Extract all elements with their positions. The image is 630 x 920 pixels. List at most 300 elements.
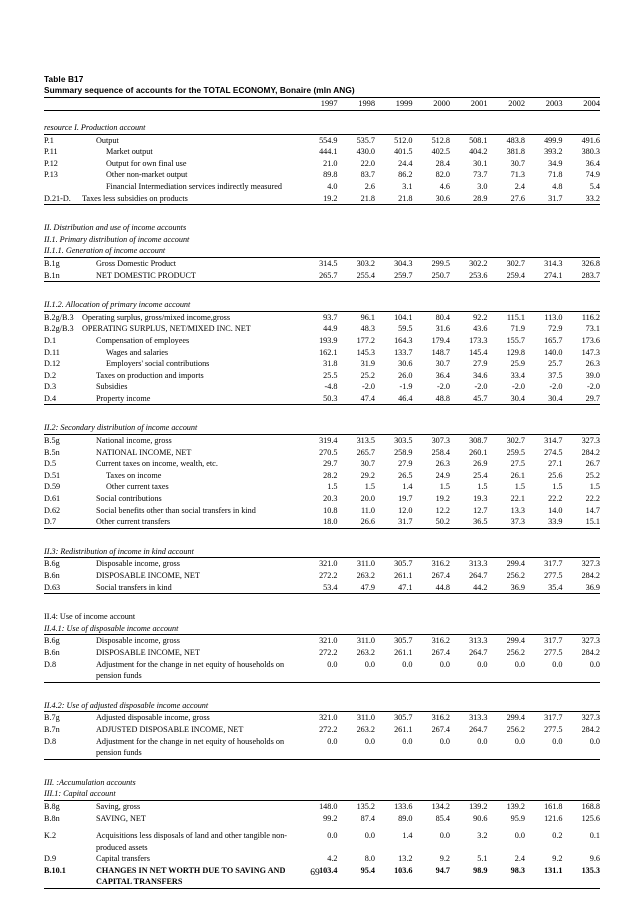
- row-value: 303.5: [394, 436, 413, 446]
- section-heading: II.4.1: Use of disposable income account: [44, 623, 179, 633]
- row-value: 265.7: [319, 270, 338, 280]
- row-code: D.5: [44, 459, 57, 469]
- row-code: B.6g: [44, 559, 60, 569]
- row-value: 155.7: [506, 335, 525, 345]
- row-value: 179.4: [431, 335, 450, 345]
- row-label-line: Social contributions: [96, 494, 162, 504]
- row-value: 0.0: [364, 659, 375, 669]
- row-value: 135.3: [581, 865, 600, 875]
- row-code: B.1g: [44, 258, 60, 268]
- row-value: 299.5: [431, 258, 450, 268]
- row-value: 554.9: [319, 135, 338, 145]
- row-value: 284.2: [581, 571, 600, 580]
- row-value: 256.2: [506, 647, 525, 657]
- row-value: 36.5: [473, 517, 488, 527]
- section-heading-row: [44, 546, 600, 558]
- table-row: [44, 582, 600, 594]
- row-value: 256.2: [506, 724, 525, 734]
- row-value: 25.5: [323, 370, 338, 380]
- row-value: 4.6: [439, 181, 450, 191]
- section-heading: II. Distribution and use of income accounts: [44, 223, 187, 233]
- row-value: 85.4: [435, 813, 450, 823]
- row-value: 277.5: [544, 647, 563, 657]
- table-row: [44, 347, 600, 359]
- row-label: [82, 347, 300, 359]
- row-label: [82, 830, 300, 853]
- row-value: 307.3: [431, 436, 450, 446]
- row-value: 131.1: [544, 865, 563, 875]
- row-value: 430.0: [356, 147, 375, 157]
- row-value: 164.3: [394, 335, 413, 345]
- row-label: [82, 505, 300, 517]
- row-value: 283.7: [581, 270, 600, 280]
- row-value: 253.6: [469, 270, 488, 280]
- row-value: 35.4: [548, 582, 563, 592]
- row-value: 0.0: [477, 736, 488, 746]
- row-value: 12.7: [473, 505, 488, 515]
- row-value: 508.1: [469, 135, 488, 145]
- row-value: 316.2: [431, 559, 450, 569]
- row-value: 0.0: [552, 736, 563, 746]
- row-label-line: produced assets: [96, 842, 148, 852]
- row-value: 104.1: [394, 312, 413, 322]
- row-value: 46.4: [398, 393, 413, 403]
- row-value: 0.0: [589, 736, 600, 746]
- row-value: 26.3: [435, 459, 450, 469]
- row-code: [44, 181, 82, 193]
- section-heading-row: [44, 122, 600, 134]
- row-label: [82, 193, 300, 205]
- table-row: [44, 558, 600, 570]
- row-code: B.7g: [44, 713, 60, 723]
- row-value: 4.8: [552, 181, 563, 191]
- row-code: P.1: [44, 135, 54, 145]
- header-blank-cell: [44, 98, 300, 111]
- row-code: D.63: [44, 582, 61, 592]
- row-code: B.5n: [44, 447, 60, 457]
- row-code: B.8g: [44, 801, 60, 811]
- row-value: 261.1: [394, 647, 413, 657]
- row-value: 258.9: [394, 447, 413, 457]
- row-value: 29.2: [360, 470, 375, 480]
- row-label-line: pension funds: [96, 671, 142, 681]
- row-value: 135.2: [356, 801, 375, 811]
- section-gap: [44, 111, 600, 122]
- section-heading-row: [44, 234, 600, 246]
- row-value: 327.3: [581, 436, 600, 446]
- row-value: -2.0: [474, 382, 488, 392]
- row-value: 2.4: [514, 854, 525, 864]
- row-code: B.10.1: [44, 865, 66, 875]
- row-value: 33.4: [510, 370, 525, 380]
- row-value: 94.7: [435, 865, 450, 875]
- row-value: 0.0: [439, 831, 450, 841]
- row-code: B.2g/B.3: [44, 312, 74, 322]
- section-heading: II.3: Redistribution of income in kind account: [44, 546, 194, 556]
- row-code: B.8n: [44, 813, 60, 823]
- table-row: [44, 135, 600, 147]
- table-row: [44, 813, 600, 825]
- row-value: 314.7: [544, 436, 563, 446]
- row-code: D.9: [44, 854, 57, 864]
- column-header-year: 2001: [470, 99, 488, 108]
- row-label: [82, 181, 300, 193]
- row-label: [82, 169, 300, 181]
- row-value: 28.2: [323, 470, 338, 480]
- row-value: 265.7: [356, 447, 375, 457]
- row-value: 90.6: [473, 813, 488, 823]
- row-label: [82, 712, 300, 724]
- row-value: 258.4: [431, 447, 450, 457]
- row-label-line: Other current taxes: [106, 482, 169, 492]
- row-value: 311.0: [356, 636, 375, 646]
- row-code: B.5g: [44, 436, 60, 446]
- row-label-line: Operating surplus, gross/mixed income,gross: [82, 312, 231, 322]
- row-value: 103.6: [394, 865, 413, 875]
- row-value: 499.9: [544, 135, 563, 145]
- row-value: 30.6: [435, 193, 450, 203]
- row-value: 299.4: [506, 636, 525, 646]
- row-value: 27.5: [510, 459, 525, 469]
- row-label-line: Output: [96, 135, 119, 145]
- row-value: 86.2: [398, 170, 413, 180]
- row-value: 0.0: [439, 659, 450, 669]
- row-code: P.11: [44, 147, 58, 157]
- row-code: D.11: [44, 347, 60, 357]
- row-value: 319.4: [319, 436, 338, 446]
- row-value: 48.8: [435, 393, 450, 403]
- row-value: 24.4: [398, 158, 413, 168]
- table-row: [44, 505, 600, 517]
- row-value: 317.7: [544, 559, 563, 569]
- row-value: 404.2: [469, 147, 488, 157]
- row-value: 491.6: [581, 135, 600, 145]
- section-heading-row: [44, 611, 600, 623]
- row-value: 327.3: [581, 559, 600, 569]
- row-code: B.2g/B.3: [44, 324, 74, 334]
- row-value: 512.8: [431, 135, 450, 145]
- row-value: 34.6: [473, 370, 488, 380]
- row-label-line: Adjusted disposable income, gross: [96, 713, 210, 723]
- row-value: 267.4: [431, 571, 450, 580]
- row-value: 36.9: [510, 582, 525, 592]
- row-value: 71.3: [510, 170, 525, 180]
- row-value: 316.2: [431, 713, 450, 723]
- row-value: 0.0: [364, 736, 375, 746]
- row-value: 31.8: [323, 359, 338, 369]
- row-value: 72.9: [548, 324, 563, 334]
- row-label: [82, 312, 300, 324]
- row-label: [82, 647, 300, 659]
- row-value: 103.4: [319, 865, 338, 875]
- row-label: [82, 813, 300, 825]
- row-value: 313.3: [469, 713, 488, 723]
- row-code: B.7n: [44, 724, 60, 734]
- section-heading-row: [44, 788, 600, 800]
- row-value: 30.7: [435, 359, 450, 369]
- row-value: 1.5: [439, 482, 450, 492]
- row-value: 5.1: [477, 854, 488, 864]
- section-heading-row: [44, 299, 600, 311]
- row-label-line: Taxes on income: [106, 470, 162, 480]
- row-value: 264.7: [469, 724, 488, 734]
- row-value: 92.2: [473, 312, 488, 322]
- table-row: [44, 458, 600, 470]
- row-code: P.13: [44, 170, 58, 180]
- row-value: 8.0: [364, 854, 375, 864]
- row-code: D.3: [44, 382, 57, 392]
- table-row: [44, 570, 600, 582]
- row-value: 31.6: [435, 324, 450, 334]
- row-value: 177.2: [356, 335, 375, 345]
- row-value: 0.0: [327, 659, 338, 669]
- row-label: [82, 635, 300, 647]
- row-value: 26.5: [398, 470, 413, 480]
- row-value: 0.2: [552, 831, 563, 841]
- row-value: 393.2: [544, 147, 563, 157]
- table-row: [44, 370, 600, 382]
- row-value: 317.7: [544, 636, 563, 646]
- row-value: 22.2: [548, 494, 563, 504]
- row-value: 313.5: [356, 436, 375, 446]
- column-header-year: 2000: [433, 99, 450, 108]
- row-label-line: Subsidies: [96, 382, 128, 392]
- row-value: 0.0: [402, 736, 413, 746]
- row-value: -2.0: [587, 382, 600, 392]
- table-row: [44, 493, 600, 505]
- row-value: 73.7: [473, 170, 488, 180]
- row-value: 30.7: [360, 459, 375, 469]
- row-value: 19.7: [398, 494, 413, 504]
- row-value: 14.7: [585, 505, 600, 515]
- row-value: 2.4: [514, 181, 525, 191]
- row-value: 193.9: [319, 335, 338, 345]
- page-number: 69: [310, 868, 320, 878]
- row-value: 43.6: [473, 324, 488, 334]
- row-value: 261.1: [394, 724, 413, 734]
- row-value: 19.2: [323, 193, 338, 203]
- row-code: B.6n: [44, 647, 60, 657]
- row-value: 0.0: [364, 831, 375, 841]
- row-value: 264.7: [469, 571, 488, 580]
- row-value: 73.1: [585, 324, 600, 334]
- row-value: 1.5: [589, 482, 600, 492]
- table-row: [44, 447, 600, 459]
- row-value: 302.2: [469, 258, 488, 268]
- row-value: 71.8: [548, 170, 563, 180]
- row-value: 33.9: [548, 517, 563, 527]
- row-value: 0.0: [327, 736, 338, 746]
- row-value: 37.3: [510, 517, 525, 527]
- row-value: 173.3: [469, 335, 488, 345]
- row-value: 27.6: [510, 193, 525, 203]
- page-title: Summary sequence of accounts for the TOTAL ECONOMY, Bonaire (mln ANG): [44, 85, 355, 95]
- row-value: 25.9: [510, 359, 525, 369]
- row-value: 263.2: [356, 724, 375, 734]
- row-value: 20.0: [360, 494, 375, 504]
- row-label-line: Capital transfers: [96, 854, 150, 864]
- row-label: [82, 435, 300, 447]
- row-value: 19.2: [435, 494, 450, 504]
- row-value: 15.1: [585, 517, 600, 527]
- row-label-line: Property income: [96, 393, 151, 403]
- row-label: [82, 146, 300, 158]
- row-label: [82, 736, 300, 760]
- row-value: 47.1: [398, 582, 413, 592]
- row-value: 30.4: [510, 393, 525, 403]
- table-row: [44, 393, 600, 405]
- row-value: 327.3: [581, 713, 600, 723]
- row-value: 444.1: [319, 147, 338, 157]
- row-label: [82, 358, 300, 370]
- row-label-line: Adjustment for the change in net equity of households on: [96, 659, 285, 669]
- row-label-line: CAPITAL TRANSFERS: [96, 877, 183, 887]
- row-label-line: Taxes on production and imports: [96, 370, 204, 380]
- row-value: 305.7: [394, 559, 413, 569]
- column-header-year: 2002: [508, 99, 525, 108]
- row-label: [82, 558, 300, 570]
- row-value: 311.0: [356, 559, 375, 569]
- row-value: 18.0: [323, 517, 338, 527]
- row-value: 512.0: [394, 135, 413, 145]
- table-row: [44, 801, 600, 813]
- row-label-line: Saving, gross: [96, 801, 141, 811]
- row-value: 29.7: [323, 459, 338, 469]
- row-code: K.2: [44, 831, 57, 841]
- row-label: [82, 801, 300, 813]
- row-value: 250.7: [431, 270, 450, 280]
- row-value: 36.4: [585, 158, 600, 168]
- table-row: [44, 193, 600, 205]
- row-label: [82, 393, 300, 405]
- row-label-line: Other current transfers: [96, 517, 171, 527]
- row-value: 168.8: [581, 801, 600, 811]
- row-value: 483.8: [506, 135, 525, 145]
- section-heading: II.2: Secondary distribution of income account: [44, 423, 198, 433]
- section-heading-row: [44, 245, 600, 257]
- row-value: 30.4: [548, 393, 563, 403]
- row-value: 263.2: [356, 647, 375, 657]
- section-bottom-rule: [44, 889, 600, 890]
- row-label: [82, 381, 300, 393]
- row-value: 326.8: [581, 258, 600, 268]
- column-header-year: 1999: [395, 99, 413, 108]
- row-value: 0.0: [589, 659, 600, 669]
- row-label-line: SAVING, NET: [96, 813, 146, 823]
- row-value: 12.0: [398, 505, 413, 515]
- row-code: D.2: [44, 370, 57, 380]
- row-value: 145.4: [469, 347, 488, 357]
- row-label: [82, 458, 300, 470]
- row-value: 44.2: [473, 582, 488, 592]
- row-value: 1.4: [402, 831, 413, 841]
- row-value: 277.5: [544, 571, 563, 580]
- row-value: 302.7: [506, 258, 525, 268]
- row-value: 316.2: [431, 636, 450, 646]
- row-label-line: Compensation of employees: [96, 335, 190, 345]
- row-label-line: Social benefits other than social transfers in kind: [96, 505, 256, 515]
- section-heading-row: [44, 422, 600, 434]
- row-value: 314.5: [319, 258, 338, 268]
- row-value: 311.0: [356, 713, 375, 723]
- row-value: 1.5: [364, 482, 375, 492]
- row-value: 89.0: [398, 813, 413, 823]
- row-value: 284.2: [581, 647, 600, 657]
- row-value: 3.0: [477, 181, 488, 191]
- row-value: 24.9: [435, 470, 450, 480]
- row-value: 47.4: [360, 393, 375, 403]
- row-label-line: Adjustment for the change in net equity of households on: [96, 736, 285, 746]
- row-label: [82, 335, 300, 347]
- row-value: 3.2: [477, 831, 488, 841]
- section-heading: II.1. Primary distribution of income account: [44, 234, 190, 244]
- table-row: [44, 724, 600, 736]
- row-value: 25.2: [360, 370, 375, 380]
- row-value: 115.1: [506, 312, 525, 322]
- row-value: 402.5: [431, 147, 450, 157]
- row-value: 98.3: [510, 865, 525, 875]
- column-header-year: 1998: [358, 99, 375, 108]
- table-row: [44, 659, 600, 683]
- row-label-line: Employers' social contributions: [106, 359, 210, 369]
- row-value: 22.1: [510, 494, 525, 504]
- row-value: 25.7: [548, 359, 563, 369]
- row-value: 20.3: [323, 494, 338, 504]
- table-id: Table B17: [44, 74, 84, 84]
- row-value: -2.0: [549, 382, 563, 392]
- section-gap: [44, 594, 600, 611]
- row-value: 274.1: [544, 270, 563, 280]
- table-row: [44, 258, 600, 270]
- row-label-line: DISPOSABLE INCOME, NET: [96, 647, 200, 657]
- row-value: 71.9: [510, 324, 525, 334]
- row-code: D.7: [44, 517, 57, 527]
- section-gap: [44, 683, 600, 700]
- row-value: 308.7: [469, 436, 488, 446]
- row-value: 162.1: [319, 347, 338, 357]
- row-value: 0.1: [589, 831, 600, 841]
- row-value: 9.6: [589, 854, 600, 864]
- row-label: [82, 270, 300, 282]
- table-row: [44, 323, 600, 335]
- table-body: [44, 98, 600, 890]
- row-value: -4.8: [324, 382, 338, 392]
- row-value: 27.1: [548, 459, 563, 469]
- column-header-year: 2004: [583, 99, 600, 108]
- row-label: [82, 323, 300, 335]
- row-label-line: Acquisitions less disposals of land and other tangible non-: [96, 831, 288, 841]
- row-value: 261.1: [394, 571, 413, 580]
- row-label: [82, 570, 300, 582]
- row-label-line: Gross Domestic Product: [96, 258, 177, 268]
- row-value: 26.1: [510, 470, 525, 480]
- row-value: 22.0: [360, 158, 375, 168]
- table-row: [44, 181, 600, 193]
- row-value: 0.0: [439, 736, 450, 746]
- row-value: 22.2: [585, 494, 600, 504]
- row-value: 37.5: [548, 370, 563, 380]
- row-value: 30.7: [510, 158, 525, 168]
- row-value: 50.2: [435, 517, 450, 527]
- row-value: 4.2: [327, 854, 338, 864]
- row-code: D.21-D.: [44, 193, 71, 203]
- row-value: 21.8: [360, 193, 375, 203]
- row-value: 4.0: [327, 181, 338, 191]
- row-value: 29.7: [585, 393, 600, 403]
- row-value: 5.4: [589, 181, 600, 191]
- row-value: 1.4: [402, 482, 413, 492]
- row-value: 39.0: [585, 370, 600, 380]
